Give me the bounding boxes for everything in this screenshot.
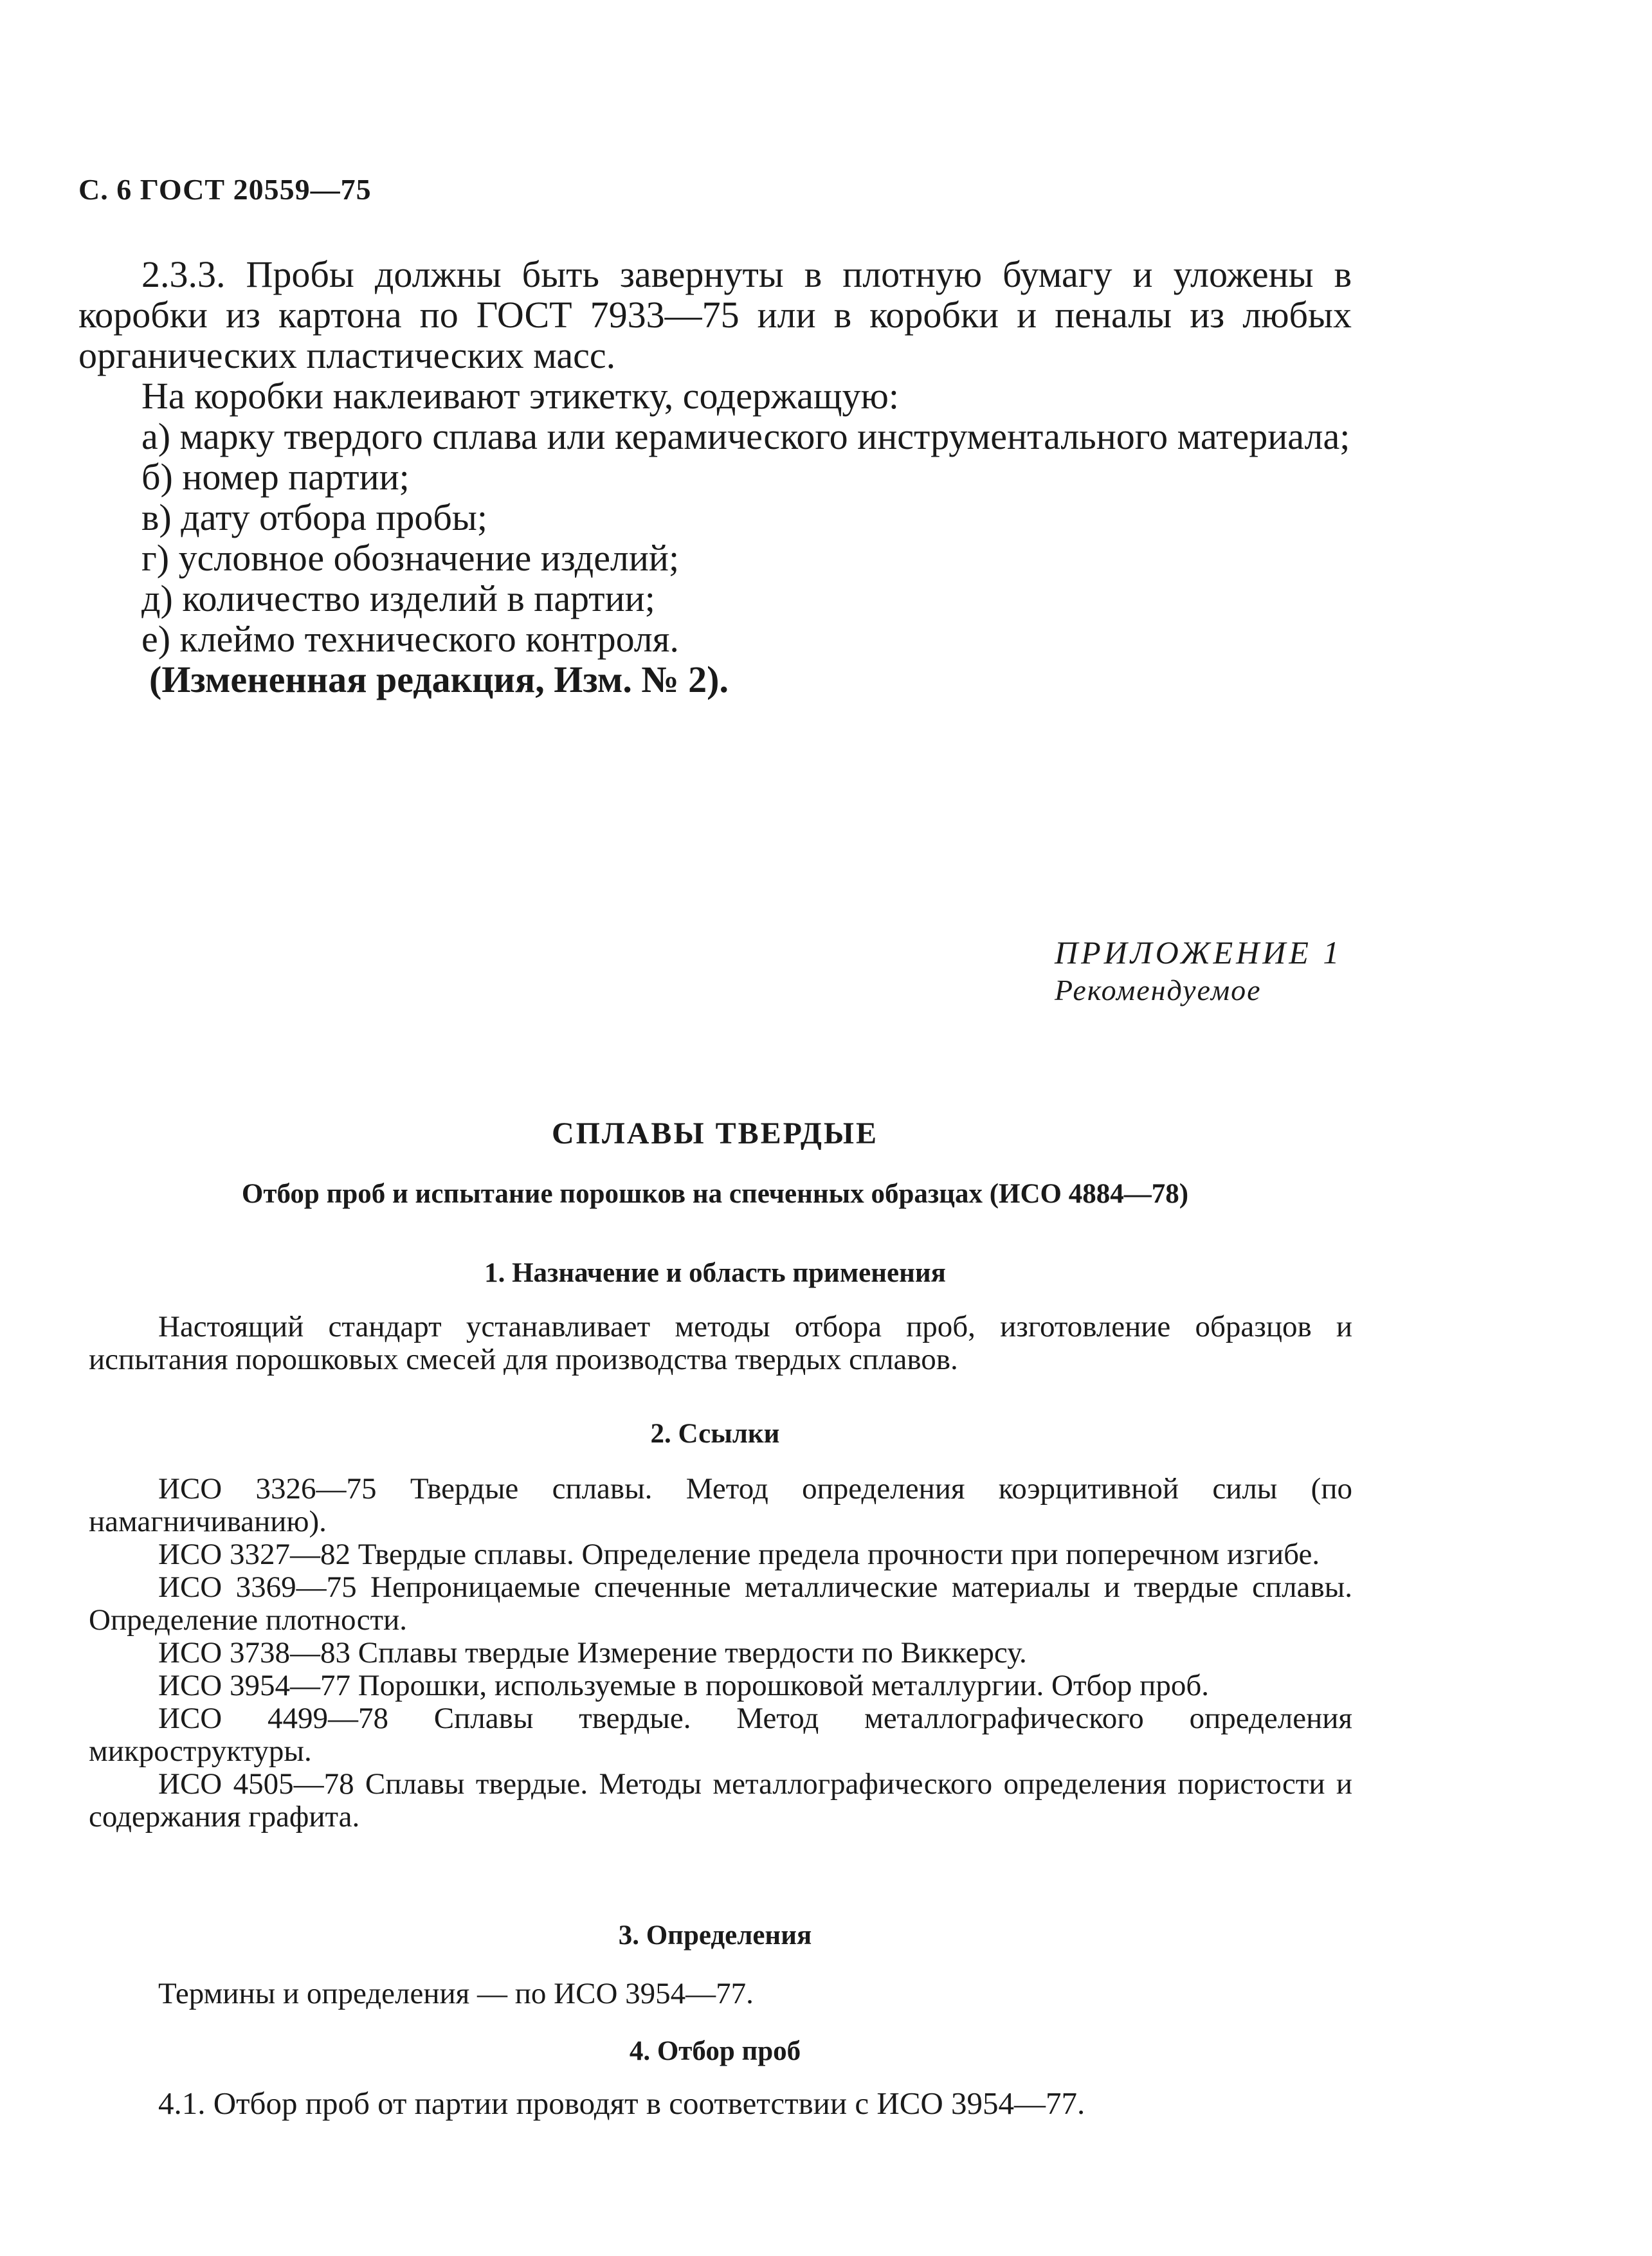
section-4-body xyxy=(89,2087,1352,2120)
label-intro: На коробки наклеивают этикетку, содержащую: xyxy=(141,375,899,417)
section-2-heading: 2. Ссылки xyxy=(650,1419,780,1449)
appendix-status: Рекомендуемое xyxy=(1055,974,1262,1006)
running-header: С. 6 ГОСТ 20559—75 xyxy=(78,173,372,206)
reference-item: ИСО 3954—77 Порошки, используемые в порошковой металлургии. Отбор проб. xyxy=(158,1669,1209,1702)
label-item-e: д) количество изделий в партии; xyxy=(141,578,655,619)
amendment-note: (Измененная редакция, Изм. № 2). xyxy=(149,659,729,700)
section-3-heading: 3. Определения xyxy=(618,1920,812,1951)
reference-item: ИСО 3738—83 Сплавы твердые Измерение твердости по Виккерсу. xyxy=(158,1636,1027,1669)
reference-item: ИСО 4505—78 Сплавы твердые. Методы металлографического определения пористости и содержания графита. xyxy=(89,1767,1352,1833)
reference-item: ИСО 3327—82 Твердые сплавы. Определение предела прочности при поперечном изгибе. xyxy=(158,1538,1320,1571)
reference-item: ИСО 4499—78 Сплавы твердые. Метод металлографического определения микроструктуры. xyxy=(89,1702,1352,1768)
reference-item: ИСО 3326—75 Твердые сплавы. Метод определения коэрцитивной силы (по намагничиванию). xyxy=(89,1472,1352,1538)
clause-intro: 2.3.3. Пробы должны быть завернуты в плотную бумагу и уложены в коробки из картона по ГОСТ 7933—75 или в коробки и пеналы из любых органических пластических масс. xyxy=(78,253,1352,376)
label-item-a: а) марку твердого сплава или керамического инструментального материала; xyxy=(141,415,1350,457)
section-3-body xyxy=(89,1978,1352,2010)
section-1-text: Настоящий стандарт устанавливает методы отбора проб, изготовление образцов и испытания порошковых смесей для производства твердых сплавов. xyxy=(89,1310,1352,1376)
section-4-text: 4.1. Отбор проб от партии проводят в соответствии с ИСО 3954—77. xyxy=(158,2086,1085,2121)
label-item-f: е) клеймо технического контроля. xyxy=(141,618,679,660)
appendix-heading xyxy=(1055,932,1363,1008)
section-1-body xyxy=(89,1311,1352,1376)
section-2-references xyxy=(89,1473,1352,1833)
reference-item: ИСО 3369—75 Непроницаемые спеченные металлические материалы и твердые сплавы. Определение плотности. xyxy=(89,1570,1352,1637)
appendix-label: ПРИЛОЖЕНИЕ 1 xyxy=(1055,934,1343,970)
document-title: СПЛАВЫ ТВЕРДЫЕ xyxy=(552,1116,878,1151)
label-item-c: в) дату отбора пробы; xyxy=(141,496,488,538)
label-item-d: г) условное обозначение изделий; xyxy=(141,537,680,579)
section-4-heading: 4. Отбор проб xyxy=(629,2036,801,2066)
section-3-text: Термины и определения — по ИСО 3954—77. xyxy=(158,1977,754,2010)
section-1-heading: 1. Назначение и область применения xyxy=(484,1258,946,1288)
clause-2-3-3 xyxy=(78,254,1352,700)
document-subtitle: Отбор проб и испытание порошков на спеченных образцах (ИСО 4884—78) xyxy=(241,1179,1189,1209)
label-item-b: б) номер партии; xyxy=(141,456,410,498)
